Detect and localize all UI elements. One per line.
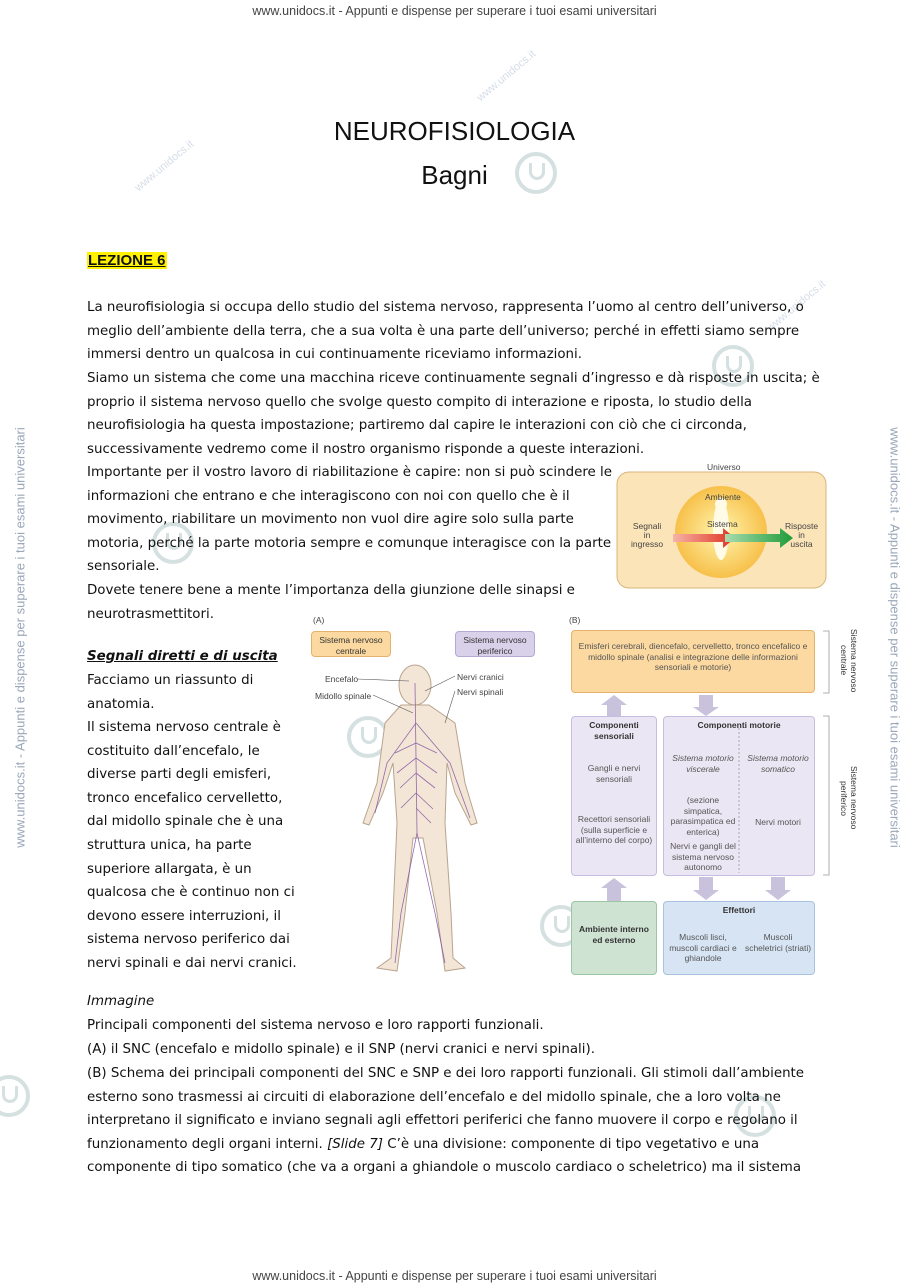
snp-box: Sistema nervoso periferico <box>455 631 535 657</box>
diagonal-watermark: www.unidocs.it <box>474 48 539 104</box>
cranial-nerves-label: Nervi cranici <box>457 672 504 682</box>
visceral-motor-text: Sistema motorio viscerale <box>672 753 734 774</box>
sympathetic-text: (sezione simpatica, parasimpatica ed enterica) <box>670 795 736 837</box>
nervous-system-figure-b <box>567 613 867 983</box>
autonomic-nerves-text: Nervi e gangli del sistema nervoso autonomo <box>670 841 736 872</box>
somatic-motor-text: Sistema motorio somatico <box>747 753 809 774</box>
spinal-cord-label: Midollo spinale <box>315 691 372 701</box>
footer-watermark: www.unidocs.it - Appunti e dispense per superare i tuoi esami universitari <box>252 1269 657 1283</box>
left-side-watermark: www.unidocs.it - Appunti e dispense per superare i tuoi esami universitari <box>12 427 28 848</box>
diagonal-watermark: www.unidocs.it <box>764 278 829 334</box>
paragraph-intro: La neurofisiologia si occupa dello studio del sistema nervoso, rappresenta l’uomo al centro dell’universo, o meglio dell’ambiente della terra, che a sua volta è una parte dell’universo; perché in effetti siamo sempre immersi dentro un qualcosa in cui continuamente riceviamo informazioni. <box>87 300 804 363</box>
system-label: Sistema <box>707 519 738 529</box>
slide-reference: [Slide 7] <box>327 1136 383 1152</box>
paragraph-snc: Il sistema nervoso centrale è costituito dall’encefalo, le diverse parti degli emisferi, tronco encefalico cervelletto, dal midollo spinale che è una struttura unica, ha parte superiore allargata, è un qualcosa che è continuo non ci devono essere interruzioni, il sistema nervoso periferico dai nervi spinali e dai nervi cranici. <box>87 720 297 971</box>
header-watermark: www.unidocs.it - Appunti e dispense per superare i tuoi esami universitari <box>252 4 657 18</box>
input-signals-label: Segnali in ingresso <box>631 521 664 549</box>
unidocs-logo-icon <box>0 1075 30 1117</box>
paragraph-rehab: Importante per il vostro lavoro di riabilitazione è capire: non si può scindere le informazioni che entrano e che interagiscono con noi con quello che è il movimento, riabilitare un movimento non vuol dire agire solo sulla parte motoria, perché la parte motoria sempre e comunque interagisce con la parte sensoriale. <box>87 465 612 575</box>
paragraph-synapse: Dovete tenere bene a mente l’importanza della giunzione delle sinapsi e neurotrasmettitori. <box>87 583 575 622</box>
paragraph-anatomy: Facciamo un riassunto di anatomia. <box>87 673 254 712</box>
sensory-ganglia-text: Gangli e nervi sensoriali <box>587 763 641 784</box>
sensory-components-heading: Componenti sensoriali <box>589 720 639 741</box>
skeletal-muscles-text: Muscoli scheletrici (striati) <box>744 932 812 953</box>
lesson-label: LEZIONE 6 <box>88 252 166 269</box>
section-heading: Segnali diretti e di uscita <box>87 649 278 664</box>
caption-label: Immagine <box>87 994 155 1009</box>
spinal-nerves-label: Nervi spinali <box>457 687 504 697</box>
environment-box: Ambiente interno ed esterno <box>571 901 657 975</box>
output-responses-label: Risposte in uscita <box>785 521 819 549</box>
paragraph-system: Siamo un sistema che come una macchina riceve continuamente segnali d’ingresso e dà risposte in uscita; è proprio il sistema nervoso quello che svolge questo compito di interazione e riposta, lo studio della neurofisiologia ha questa impostazione; partiremo dal capire le interazioni con ciò che ci circonda, successivamente vedremo come il nostro organismo risponde a queste interazioni. <box>87 371 820 457</box>
cns-box: Emisferi cerebrali, diencefalo, cervelletto, tronco encefalico e midollo spinale (analisi e integrazione delle informazioni sensoriali e motorie) <box>571 630 815 693</box>
motor-nerves-text: Nervi motori <box>755 817 801 827</box>
caption-line-3: (B) Schema dei principali componenti del SNC e SNP e dei loro rapporti funzionali. Gli stimoli dall’ambiente esterno sono trasmessi ai circuiti di elaborazione dell’encefalo e del midollo spinale, che a loro volta ne interpretano il significato e inviano segnali agli effettori periferici che fanno muovere il corpo e regolano il funzionamento degli organi interni. [Slide 7] C’è una divisione: componente di tipo vegetativo e una componente di tipo somatico (che va a organi a ghiandole o muscolo cardiaco o scheletrico) ma il sistema <box>87 1066 805 1176</box>
snc-box: Sistema nervoso centrale <box>311 631 391 657</box>
sensory-receptors-text: Recettori sensoriali (sulla superficie e all’interno del corpo) <box>575 814 653 845</box>
human-body-illustration <box>305 613 555 983</box>
caption-line-1: Principali componenti del sistema nervoso e loro rapporti funzionali. <box>87 1018 544 1033</box>
caption-line-2: (A) il SNC (encefalo e midollo spinale) e il SNP (nervi cranici e nervi spinali). <box>87 1042 595 1057</box>
pns-side-label: Sistema nervoso periferico <box>839 766 859 830</box>
motor-components-heading: Componenti motorie <box>697 720 781 730</box>
right-side-watermark: www.unidocs.it - Appunti e dispense per superare i tuoi esami universitari <box>887 427 903 848</box>
cns-side-label: Sistema nervoso centrale <box>839 628 859 693</box>
document-title: NEUROFISIOLOGIA <box>333 116 576 146</box>
flow-arrows <box>567 613 867 983</box>
encephalon-label: Encefalo <box>325 674 359 684</box>
effectors-heading: Effettori <box>722 905 756 915</box>
universe-figure <box>615 462 828 592</box>
panel-b-label: (B) <box>569 615 581 625</box>
environment-label: Ambiente <box>705 492 741 502</box>
nervous-system-figure-a <box>305 613 555 983</box>
smooth-muscles-text: Muscoli lisci, muscoli cardiaci e ghiandole <box>669 932 737 963</box>
panel-a-label: (A) <box>313 615 325 625</box>
document-subtitle: Bagni <box>421 160 488 190</box>
diagonal-watermark: www.unidocs.it <box>132 138 197 194</box>
universe-label: Universo <box>707 462 741 472</box>
